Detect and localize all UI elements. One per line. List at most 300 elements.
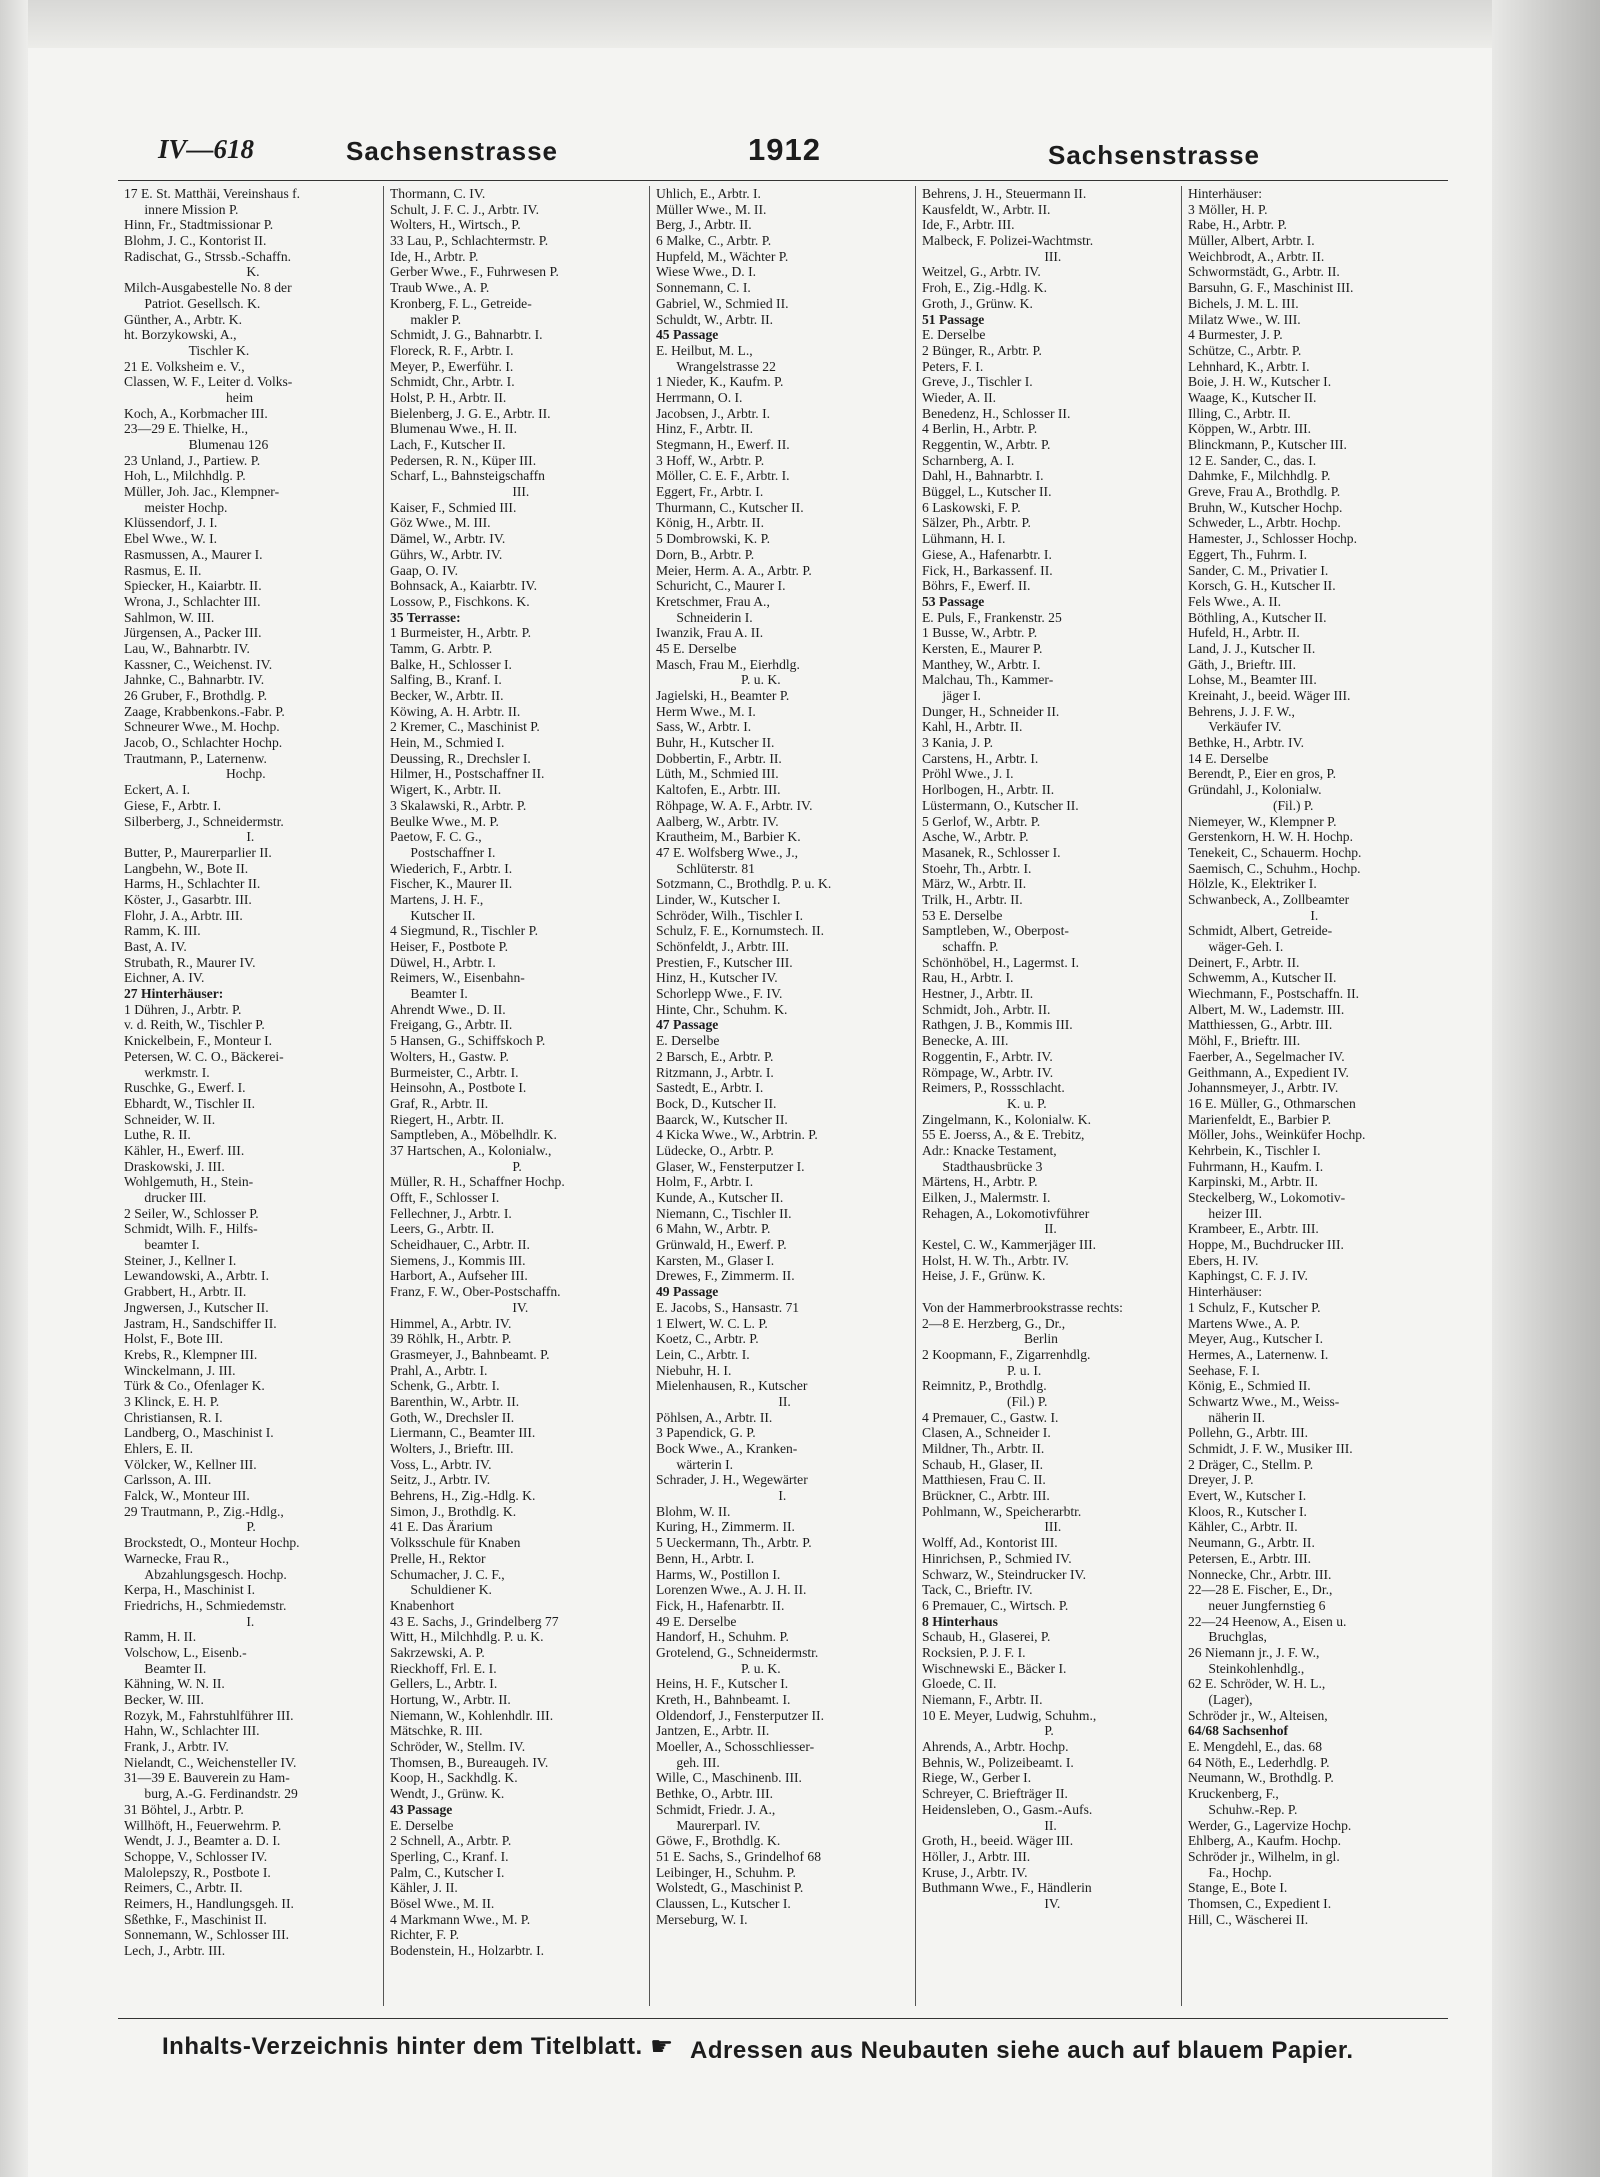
directory-entry: Manthey, W., Arbtr. I.: [922, 656, 1041, 672]
directory-entry: Niebuhr, H. I.: [656, 1362, 732, 1378]
directory-entry: Blumenau Wwe., H. II.: [390, 421, 517, 437]
directory-entry: Höller, J., Arbtr. III.: [922, 1848, 1031, 1864]
directory-entry: II.: [922, 1817, 1057, 1833]
directory-entry: Fischer, K., Maurer II.: [390, 876, 513, 892]
directory-entry: Bichels, J. M. L. III.: [1188, 295, 1299, 311]
directory-entry: Kausfeldt, W., Arbtr. II.: [922, 201, 1051, 217]
directory-entry: Malbeck, F. Polizei-Wachtmstr.: [922, 233, 1094, 249]
directory-entry: Adr.: Knacke Testament,: [922, 1142, 1057, 1158]
directory-entry: Himmel, A., Arbtr. IV.: [390, 1315, 512, 1331]
directory-entry: 6 Malke, C., Arbtr. P.: [656, 233, 772, 249]
directory-entry: Krambeer, E., Arbtr. III.: [1188, 1221, 1319, 1237]
directory-entry: Langbehn, W., Bote II.: [124, 860, 249, 876]
directory-entry: Faerber, A., Segelmacher IV.: [1188, 1048, 1345, 1064]
directory-entry: Oldendorf, J., Fensterputzer II.: [656, 1707, 824, 1723]
directory-entry: Sälzer, Ph., Arbtr. P.: [922, 515, 1031, 531]
directory-entry: Balke, H., Schlosser I.: [390, 656, 512, 672]
directory-entry: Eggert, Fr., Arbtr. I.: [656, 484, 764, 500]
directory-entry: Schröder jr., Wilhelm, in gl.: [1188, 1848, 1340, 1864]
directory-entry: Frank, J., Arbtr. IV.: [124, 1739, 229, 1755]
directory-entry: Dorn, B., Arbtr. P.: [656, 546, 755, 562]
directory-entry: 22—28 E. Fischer, E., Dr.,: [1188, 1582, 1333, 1598]
directory-entry: Krebs, R., Klempner III.: [124, 1346, 258, 1362]
directory-entry: Classen, W. F., Leiter d. Volks-: [124, 374, 293, 390]
directory-entry: 3 Papendick, G. P.: [656, 1425, 756, 1441]
directory-entry: Ritzmann, J., Arbtr. I.: [656, 1064, 774, 1080]
directory-entry: 6 Premauer, C., Wirtsch. P.: [922, 1597, 1069, 1613]
directory-entry: Eckert, A. I.: [124, 782, 191, 798]
directory-entry: Jürgensen, A., Packer III.: [124, 625, 262, 641]
directory-entry: 31 Böhtel, J., Arbtr. P.: [124, 1801, 244, 1817]
directory-entry: 3 Skalawski, R., Arbtr. P.: [390, 797, 527, 813]
directory-entry: Jantzen, E., Arbtr. II.: [656, 1723, 770, 1739]
directory-entry: Benedenz, H., Schlosser II.: [922, 405, 1071, 421]
directory-entry: 26 Niemann jr., J. F. W.,: [1188, 1644, 1320, 1660]
directory-entry: Scharf, L., Bahnsteigschaffn: [390, 468, 545, 484]
directory-entry: Schmidt, Albert, Getreide-: [1188, 923, 1333, 939]
directory-entry: Sonnemann, C. I.: [656, 280, 751, 296]
directory-entry: Thomsen, B., Bureaugeh. IV.: [390, 1754, 549, 1770]
directory-entry: 33 Lau, P., Schlachtermstr. P.: [390, 233, 549, 249]
directory-entry: Kähning, W. N. II.: [124, 1676, 225, 1692]
directory-entry: 2 Seiler, W., Schlosser P.: [124, 1205, 259, 1221]
directory-entry: Mielenhausen, R., Kutscher: [656, 1378, 808, 1394]
directory-entry: Illing, C., Arbtr. II.: [1188, 405, 1291, 421]
directory-entry: Beamter II.: [124, 1660, 207, 1676]
directory-entry: Wille, C., Maschinenb. III.: [656, 1770, 802, 1786]
directory-entry: Lewandowski, A., Arbtr. I.: [124, 1268, 269, 1284]
directory-entry: Bethke, H., Arbtr. IV.: [1188, 735, 1305, 751]
directory-entry: Herrmann, O. I.: [656, 389, 743, 405]
directory-entry: Büggel, L., Kutscher II.: [922, 484, 1052, 500]
directory-entry: Ehlberg, A., Kaufm. Hochp.: [1188, 1833, 1342, 1849]
directory-entry: Christiansen, R. I.: [124, 1409, 223, 1425]
directory-entry: wärterin I.: [656, 1456, 734, 1472]
directory-entry: Jastram, H., Sandschiffer II.: [124, 1315, 277, 1331]
directory-entry: Prelle, H., Rektor: [390, 1550, 486, 1566]
directory-entry: burg, A.-G. Ferdinandstr. 29: [124, 1786, 298, 1802]
directory-entry: Wendt, J. J., Beamter a. D. I.: [124, 1833, 281, 1849]
directory-entry: Wieder, A. II.: [922, 389, 997, 405]
directory-entry: Schmidt, Chr., Arbtr. I.: [390, 374, 515, 390]
directory-entry: Müller, Joh. Jac., Klempner-: [124, 484, 280, 500]
directory-entry: Ahrendt Wwe., D. II.: [390, 1001, 506, 1017]
directory-entry: ht. Borzykowski, A.,: [124, 327, 237, 343]
directory-entry: Harbort, A., Aufseher III.: [390, 1268, 528, 1284]
directory-entry: (Fil.) P.: [1188, 797, 1314, 813]
directory-entry: Berlin: [922, 1331, 1058, 1347]
directory-entry: Schweder, L., Arbtr. Hochp.: [1188, 515, 1341, 531]
directory-entry: Ehlers, E. II.: [124, 1441, 194, 1456]
directory-entry: Traub Wwe., A. P.: [390, 280, 490, 296]
directory-entry: Behrens, J. H., Steuermann II.: [922, 186, 1087, 201]
directory-entry: Lüth, M., Schmied III.: [656, 766, 779, 782]
directory-entry: Wolters, H., Wirtsch., P.: [390, 217, 521, 233]
directory-entry: Seitz, J., Arbtr. IV.: [390, 1472, 491, 1488]
directory-entry: 55 E. Joerss, A., & E. Trebitz,: [922, 1127, 1085, 1143]
directory-entry: 47 E. Wolfsberg Wwe., J.,: [656, 844, 799, 860]
directory-entry: Reimers, H., Handlungsgeh. II.: [124, 1895, 294, 1911]
directory-entry: Korsch, G. H., Kutscher II.: [1188, 578, 1336, 594]
directory-entry: Salfing, B., Kranf. I.: [390, 672, 502, 688]
directory-entry: 4 Premauer, C., Gastw. I.: [922, 1409, 1059, 1425]
directory-entry: Schwanbeck, A., Zollbeamter: [1188, 891, 1350, 907]
directory-entry: Holst, F., Bote III.: [124, 1331, 223, 1347]
directory-entry: Pedersen, R. N., Küper III.: [390, 452, 537, 468]
directory-entry: Kuring, H., Zimmerm. II.: [656, 1519, 795, 1535]
directory-entry: Behrens, H., Zig.-Hdlg. K.: [390, 1488, 536, 1504]
directory-entry: Milatz Wwe., W. III.: [1188, 311, 1301, 327]
directory-entry: Abzahlungsgesch. Hochp.: [124, 1566, 287, 1582]
directory-entry: Möller, Johs., Weinküfer Hochp.: [1188, 1127, 1366, 1143]
directory-entry: Reggentin, W., Arbtr. P.: [922, 437, 1051, 452]
directory-entry: Hahn, W., Schlachter III.: [124, 1723, 260, 1739]
directory-entry: 17 E. St. Matthäi, Vereinshaus f.: [124, 186, 301, 201]
directory-entry: Niemann, C., Tischler II.: [656, 1205, 792, 1221]
directory-entry: Draskowski, J. III.: [124, 1158, 225, 1174]
directory-entry: Kreinaht, J., beeid. Wäger III.: [1188, 688, 1351, 703]
directory-entry: Lein, C., Arbtr. I.: [656, 1346, 750, 1362]
directory-entry: Märtens, H., Arbtr. P.: [922, 1174, 1038, 1190]
directory-entry: Stange, E., Bote I.: [1188, 1880, 1288, 1896]
directory-entry: Hinz, F., Arbtr. II.: [656, 421, 754, 437]
directory-entry: beamter I.: [124, 1237, 200, 1253]
directory-entry: Volksschule für Knaben: [390, 1535, 521, 1551]
directory-entry: 3 Kania, J. P.: [922, 735, 993, 751]
directory-entry: Rabe, H., Arbtr. P.: [1188, 217, 1287, 233]
directory-entry: Dahmke, F., Milchhdlg. P.: [1188, 468, 1331, 484]
directory-entry: Scheidhauer, C., Arbtr. II.: [390, 1237, 530, 1253]
directory-entry: Rehagen, A., Lokomotivführer: [922, 1205, 1090, 1221]
directory-entry: K. u. P.: [922, 1095, 1047, 1111]
directory-entry: Goth, W., Drechsler II.: [390, 1409, 515, 1425]
directory-entry: Dobbertin, F., Arbtr. II.: [656, 750, 782, 766]
directory-page: [118, 128, 1448, 2103]
directory-entry: Dahl, H., Bahnarbtr. I.: [922, 468, 1044, 484]
directory-entry: wäger-Geh. I.: [1188, 939, 1284, 954]
directory-entry: 4 Berlin, H., Arbtr. P.: [922, 421, 1038, 437]
directory-entry: Malchau, Th., Kammer-: [922, 672, 1054, 688]
directory-entry: Reimers, P., Rossschlacht.: [922, 1080, 1065, 1096]
directory-entry: 45 Passage: [656, 327, 719, 343]
directory-entry: Simon, J., Brothdlg. K.: [390, 1503, 517, 1519]
directory-entry: III.: [922, 248, 1062, 264]
directory-entry: Kruckenberg, F.,: [1188, 1786, 1279, 1802]
directory-entry: Möhl, F., Brieftr. III.: [1188, 1033, 1301, 1049]
directory-entry: Fick, H., Hafenarbtr. II.: [656, 1597, 785, 1613]
directory-entry: Schröder, W., Stellm. IV.: [390, 1739, 526, 1755]
directory-entry: Wolstedt, G., Maschinist P.: [656, 1880, 804, 1896]
directory-entry: Benn, H., Arbtr. I.: [656, 1550, 755, 1566]
directory-entry: Zingelmann, K., Kolonialw. K.: [922, 1111, 1092, 1127]
directory-entry: 14 E. Derselbe: [1188, 750, 1269, 766]
directory-entry: Uhlich, E., Arbtr. I.: [656, 186, 761, 201]
directory-entry: Karpinski, M., Arbtr. II.: [1188, 1174, 1318, 1190]
directory-entry: Carlsson, A. III.: [124, 1472, 212, 1488]
directory-entry: Flohr, J. A., Arbtr. III.: [124, 907, 243, 923]
directory-entry: Sperling, C., Kranf. I.: [390, 1848, 509, 1864]
directory-entry: Aalberg, W., Arbtr. IV.: [656, 813, 779, 829]
directory-entry: Deinert, F., Arbtr. II.: [1188, 954, 1300, 970]
directory-entry: Neumann, W., Brothdlg. P.: [1188, 1770, 1334, 1786]
directory-entry: werkmstr. I.: [124, 1064, 210, 1080]
directory-entry: 37 Hartschen, A., Kolonialw.,: [390, 1142, 552, 1158]
directory-entry: Hufeld, H., Arbtr. II.: [1188, 625, 1300, 641]
directory-entry: Becker, W., Arbtr. II.: [390, 688, 504, 703]
page-number: IV—618: [158, 134, 255, 164]
directory-entry: Wrona, J., Schlachter III.: [124, 593, 261, 609]
directory-entry: Fick, H., Barkassenf. II.: [922, 562, 1053, 578]
directory-entry: Linder, W., Kutscher I.: [656, 891, 781, 907]
directory-entry: Harms, W., Postillon I.: [656, 1566, 781, 1582]
directory-entry: 62 E. Schröder, W. H. L.,: [1188, 1676, 1326, 1692]
directory-entry: Strubath, R., Maurer IV.: [124, 954, 256, 970]
directory-entry: Tamm, G. Arbtr. P.: [390, 640, 493, 656]
directory-entry: Kunde, A., Kutscher II.: [656, 1190, 784, 1205]
directory-entry: Reimnitz, P., Brothdlg.: [922, 1378, 1047, 1394]
directory-entry: 27 Hinterhäuser:: [124, 986, 224, 1002]
scan-border-right: [1492, 0, 1600, 2177]
directory-entry: Schneiderin I.: [656, 609, 753, 625]
directory-entry: Greve, Frau A., Brothdlg. P.: [1188, 484, 1341, 500]
directory-entry: Baarck, W., Kutscher II.: [656, 1111, 788, 1127]
directory-entry: Krautheim, M., Barbier K.: [656, 829, 801, 845]
directory-entry: Schwemm, A., Kutscher II.: [1188, 970, 1337, 986]
directory-entry: 53 E. Derselbe: [922, 907, 1003, 923]
directory-entry: Riege, W., Gerber I.: [922, 1770, 1032, 1786]
directory-entry: Koetz, C., Arbtr. P.: [656, 1331, 759, 1347]
directory-entry: I.: [124, 829, 255, 845]
directory-entry: 64 Nöth, E., Lederhdlg. P.: [1188, 1754, 1330, 1770]
directory-entry: Müller, R. H., Schaffner Hochp.: [390, 1174, 565, 1190]
directory-entry: Sotzmann, C., Brothdlg. P. u. K.: [656, 876, 832, 892]
directory-entry: Milch-Ausgabestelle No. 8 der: [124, 280, 292, 296]
directory-entry: [922, 1284, 1174, 1300]
directory-entry: Rasmus, E. II.: [124, 562, 202, 578]
directory-entry: Bock Wwe., A., Kranken-: [656, 1441, 798, 1456]
directory-entry: Lau, W., Bahnarbtr. IV.: [124, 640, 250, 656]
directory-entry: Beulke Wwe., M. P.: [390, 813, 499, 829]
directory-entry: Holm, F., Arbtr. I.: [656, 1174, 754, 1190]
directory-entry: Radischat, G., Strssb.-Schaffn.: [124, 248, 292, 264]
directory-entry: Giese, A., Hafenarbtr. I.: [922, 546, 1052, 562]
directory-entry: 2—8 E. Herzberg, G., Dr.,: [922, 1315, 1066, 1331]
directory-entry: Blohm, W. II.: [656, 1503, 731, 1519]
directory-entry: Gellers, L., Arbtr. I.: [390, 1676, 498, 1692]
directory-entry: Harms, H., Schlachter II.: [124, 876, 261, 892]
directory-entry: Köppen, W., Arbtr. III.: [1188, 421, 1312, 437]
directory-entry: Müller Wwe., M. II.: [656, 201, 767, 217]
directory-entry: Petersen, E., Arbtr. III.: [1188, 1550, 1312, 1566]
directory-entry: Von der Hammerbrookstrasse rechts:: [922, 1299, 1123, 1315]
directory-entry: 31—39 E. Bauverein zu Ham-: [124, 1770, 290, 1786]
directory-entry: Lech, J., Arbtr. III.: [124, 1943, 226, 1958]
directory-entry: Winckelmann, J. III.: [124, 1362, 236, 1378]
directory-entry: Sahlmon, W. III.: [124, 609, 215, 625]
directory-entry: Ramm, H. II.: [124, 1629, 197, 1645]
directory-entry: 4 Burmester, J. P.: [1188, 327, 1283, 343]
directory-entry: 5 Dombrowski, K. P.: [656, 531, 771, 547]
directory-entry: 8 Hinterhaus: [922, 1613, 998, 1629]
directory-entry: Groth, H., beeid. Wäger III.: [922, 1833, 1074, 1849]
directory-entry: Schorlepp Wwe., F. IV.: [656, 986, 783, 1002]
directory-entry: Hinz, H., Kutscher IV.: [656, 970, 778, 986]
directory-entry: Wolters, H., Gastw. P.: [390, 1048, 509, 1064]
directory-entry: E. Puls, F., Frankenstr. 25: [922, 609, 1062, 625]
directory-entry: 53 Passage: [922, 593, 985, 609]
directory-entry: Heiser, F., Postbote P.: [390, 939, 509, 954]
directory-entry: 1 Dühren, J., Arbtr. P.: [124, 1001, 242, 1017]
directory-entry: Niemann, W., Kohlenhdlr. III.: [390, 1707, 554, 1723]
directory-entry: heim: [124, 389, 254, 405]
directory-entry: drucker III.: [124, 1190, 207, 1205]
directory-entry: Böthling, A., Kutscher II.: [1188, 609, 1327, 625]
directory-entry: Carstens, H., Arbtr. I.: [922, 750, 1039, 766]
directory-entry: 1 Nieder, K., Kaufm. P.: [656, 374, 784, 390]
directory-entry: 16 E. Müller, G., Othmarschen: [1188, 1095, 1356, 1111]
directory-entry: Kaiser, F., Schmied III.: [390, 499, 517, 515]
directory-entry: Kestel, C. W., Kammerjäger III.: [922, 1237, 1097, 1253]
directory-entry: Kähler, C., Arbtr. II.: [1188, 1519, 1298, 1535]
directory-entry: Boie, J. H. W., Kutscher I.: [1188, 374, 1332, 390]
directory-entry: meister Hochp.: [124, 499, 228, 515]
directory-entry: Trautmann, P., Laternenw.: [124, 750, 267, 766]
directory-entry: Burmeister, C., Arbtr. I.: [390, 1064, 519, 1080]
directory-entry: König, E., Schmied II.: [1188, 1378, 1311, 1394]
directory-entry: Fa., Hochp.: [1188, 1864, 1272, 1880]
directory-entry: 5 Ueckermann, Th., Arbtr. P.: [656, 1535, 812, 1551]
directory-entry: Knickelbein, F., Monteur I.: [124, 1033, 273, 1049]
directory-entry: Dreyer, J. P.: [1188, 1472, 1254, 1488]
directory-entry: Warnecke, Frau R.,: [124, 1550, 229, 1566]
directory-entry: Eggert, Th., Fuhrm. I.: [1188, 546, 1308, 562]
year-title: 1912: [748, 132, 821, 167]
directory-entry: Heidensleben, O., Gasm.-Aufs.: [922, 1801, 1093, 1817]
directory-entry: Graf, R., Arbtr. II.: [390, 1095, 489, 1111]
directory-entry: Willhöft, H., Feuerwehrm. P.: [124, 1817, 282, 1833]
directory-entry: Römpage, W., Arbtr. IV.: [922, 1064, 1054, 1080]
directory-entry: Kronberg, F. L., Getreide-: [390, 295, 532, 311]
directory-entry: 64/68 Sachsenhof: [1188, 1723, 1289, 1739]
directory-entry: geh. III.: [656, 1754, 720, 1770]
directory-entry: Hamester, J., Schlosser Hochp.: [1188, 531, 1357, 547]
directory-entry: 49 Passage: [656, 1284, 719, 1300]
directory-entry: Thormann, C. IV.: [390, 186, 486, 201]
directory-entry: Kähler, H., Ewerf. III.: [124, 1142, 245, 1158]
directory-entry: Seehase, F. I.: [1188, 1362, 1260, 1378]
directory-entry: Offt, F., Schlosser I.: [390, 1190, 500, 1205]
directory-entry: Neumann, G., Arbtr. II.: [1188, 1535, 1315, 1551]
directory-entry: Floreck, R. F., Arbtr. I.: [390, 342, 514, 358]
directory-entry: Gerber Wwe., F., Fuhrwesen P.: [390, 264, 559, 280]
directory-entry: Rocksien, P. J. F. I.: [922, 1644, 1026, 1660]
directory-entry: heizer III.: [1188, 1205, 1262, 1221]
directory-entry: Spiecker, H., Kaiarbtr. II.: [124, 578, 262, 594]
directory-entry: Lühmann, H. I.: [922, 531, 1006, 547]
directory-entry: Behrens, J. J. F. W.,: [1188, 703, 1295, 719]
directory-entry: (Fil.) P.: [922, 1393, 1048, 1409]
directory-entry: Wiederich, F., Arbtr. I.: [390, 860, 513, 876]
directory-entry: Brockstedt, O., Monteur Hochp.: [124, 1535, 300, 1551]
directory-entry: 2 Bünger, R., Arbtr. P.: [922, 342, 1042, 358]
directory-entry: Greve, J., Tischler I.: [922, 374, 1033, 390]
directory-entry: 23 Unland, J., Partiew. P.: [124, 452, 261, 468]
directory-entry: Thomsen, C., Expedient I.: [1188, 1895, 1332, 1911]
directory-column-5: [1182, 186, 1448, 2006]
directory-entry: Albert, M. W., Lademstr. III.: [1188, 1001, 1345, 1017]
directory-entry: Gloede, C. II.: [922, 1676, 997, 1692]
directory-entry: I.: [124, 1613, 255, 1629]
directory-entry: näherin II.: [1188, 1409, 1266, 1425]
directory-entry: Hinrichsen, P., Schmied IV.: [922, 1550, 1072, 1566]
directory-entry: Schmidt, J. F. W., Musiker III.: [1188, 1441, 1353, 1456]
directory-entry: jäger I.: [922, 688, 981, 703]
directory-columns: [118, 186, 1448, 2006]
directory-entry: Postschaffner I.: [390, 844, 496, 860]
directory-entry: Kähler, J. II.: [390, 1880, 458, 1896]
directory-entry: Riegert, H., Arbtr. II.: [390, 1111, 505, 1127]
directory-entry: P. u. I.: [922, 1362, 1042, 1378]
directory-entry: Stadthausbrücke 3: [922, 1158, 1043, 1174]
directory-entry: Ebel Wwe., W. I.: [124, 531, 217, 547]
directory-entry: Jacobsen, J., Arbtr. I.: [656, 405, 771, 421]
directory-entry: Butter, P., Maurerparlier II.: [124, 844, 272, 860]
directory-entry: Sßethke, F., Maschinist II.: [124, 1911, 267, 1927]
directory-entry: Bodenstein, H., Holzarbtr. I.: [390, 1943, 545, 1958]
footer-index-note: Inhalts-Verzeichnis hinter dem Titelblatt.: [162, 2033, 643, 2060]
directory-entry: Weichbrodt, A., Arbtr. II.: [1188, 248, 1325, 264]
directory-entry: Sakrzewski, A. P.: [390, 1644, 485, 1660]
directory-entry: innere Mission P.: [124, 201, 239, 217]
directory-entry: Möller, C. E. F., Arbtr. I.: [656, 468, 790, 484]
directory-entry: Reimers, C., Arbtr. II.: [124, 1880, 243, 1896]
directory-entry: Lach, F., Kutscher II.: [390, 437, 506, 452]
directory-entry: Ramm, K. III.: [124, 923, 201, 939]
directory-entry: Froh, E., Zig.-Hdlg. K.: [922, 280, 1047, 296]
directory-entry: Bethke, O., Arbtr. III.: [656, 1786, 774, 1802]
directory-entry: Rozyk, M., Fahrstuhlführer III.: [124, 1707, 294, 1723]
directory-entry: 49 E. Derselbe: [656, 1613, 737, 1629]
directory-entry: Horlbogen, H., Arbtr. II.: [922, 782, 1055, 798]
directory-entry: Matthiessen, G., Arbtr. III.: [1188, 1017, 1333, 1033]
street-title-left: Sachsenstrasse: [346, 136, 559, 166]
directory-entry: Schaub, H., Glaserei, P.: [922, 1629, 1051, 1645]
directory-entry: 43 Passage: [390, 1801, 453, 1817]
directory-entry: Jahnke, C., Bahnarbtr. IV.: [124, 672, 265, 688]
directory-entry: Meyer, Aug., Kutscher I.: [1188, 1331, 1323, 1347]
directory-entry: Jagielski, H., Beamter P.: [656, 688, 790, 703]
directory-entry: Handorf, H., Schuhm. P.: [656, 1629, 789, 1645]
directory-entry: Franz, F. W., Ober-Postschaffn.: [390, 1284, 561, 1300]
directory-entry: schaffn. P.: [922, 939, 999, 954]
directory-entry: IV.: [390, 1299, 529, 1315]
scan-border-left: [0, 0, 28, 2177]
directory-entry: Reimers, W., Eisenbahn-: [390, 970, 525, 986]
directory-entry: Lorenzen Wwe., A. J. H. II.: [656, 1582, 807, 1598]
directory-entry: Hill, C., Wäscherei II.: [1188, 1911, 1309, 1927]
street-title-right: Sachsenstrasse: [1048, 140, 1261, 170]
directory-entry: Dunger, H., Schneider II.: [922, 703, 1060, 719]
directory-entry: 10 E. Meyer, Ludwig, Schuhm.,: [922, 1707, 1097, 1723]
directory-entry: Petersen, W. C. O., Bäckerei-: [124, 1048, 284, 1064]
directory-entry: Kaphingst, C. F. J. IV.: [1188, 1268, 1308, 1284]
directory-entry: Schenk, G., Arbtr. I.: [390, 1378, 500, 1394]
directory-entry: Schütze, C., Arbtr. P.: [1188, 342, 1302, 358]
directory-entry: Bruchglas,: [1188, 1629, 1267, 1645]
directory-entry: neuer Jungfernstieg 6: [1188, 1597, 1326, 1613]
directory-entry: Kahl, H., Arbtr. II.: [922, 719, 1023, 735]
directory-entry: Hupfeld, M., Wächter P.: [656, 248, 789, 264]
